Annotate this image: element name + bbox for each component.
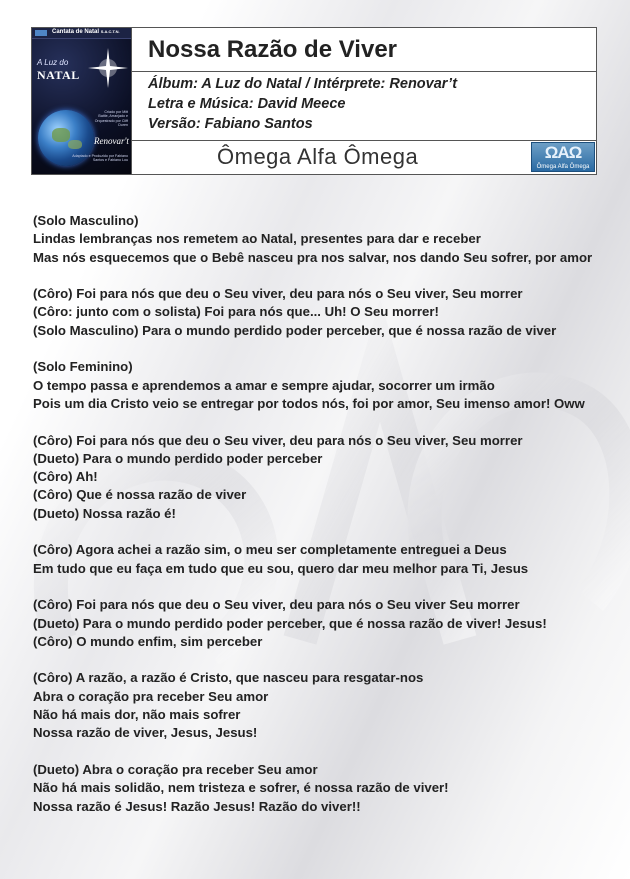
stanza-break [33,267,623,285]
lyric-line: (Côro) Foi para nós que deu o Seu viver, deu para nós o Seu viver, Seu morrer [33,286,523,302]
cover-credits-2: Adaptado e Produzido por Fabiano Santos e Fabiano Lou [72,154,128,163]
lyric-line: (Solo Masculino) [33,213,139,228]
lyric-line: (Côro) A razão, a razão é Cristo, que nasceu para resgatar-nos [33,670,424,686]
flag-icon [35,30,47,36]
cover-title-big: NATAL [37,68,80,82]
album-line: Álbum: A Luz do Natal / Intérprete: Renovar’t [148,76,458,92]
lyric-line: Não há mais solidão, nem tristeza e sofrer, é nossa razão de viver! [33,780,449,796]
lyric-line: (Dueto) Para o mundo perdido poder perceber [33,450,323,466]
cover-top-bar [32,28,131,39]
credits-line: Letra e Música: David Meece [148,96,346,112]
lyric-line: (Côro) Agora achei a razão sim, o meu ser completamente entreguei a Deus [33,542,507,558]
stanza-break [33,413,623,431]
cover-top-label: Cantata de Natal S.A.C.T.N. [52,29,120,35]
title-row [131,28,596,72]
lyric-line: (Solo Masculino) Para o mundo perdido poder perceber, que é nossa razão de viver [33,322,557,338]
stanza-break [33,340,623,358]
lyric-line: (Dueto) Abra o coração pra receber Seu amor [33,761,318,777]
lyric-line: Lindas lembranças nos remetem ao Natal, presentes para dar e receber [33,231,481,247]
lyric-line: Nossa razão é Jesus! Razão Jesus! Razão do viver!! [33,798,361,814]
cover-signature: Renovar't [94,136,129,146]
lyric-line: (Côro) Que é nossa razão de viver [33,487,247,503]
brand-name: Ômega Alfa Ômega [217,144,419,169]
stanza-break [33,743,623,761]
lyric-line: Não há mais dor, não mais sofrer [33,707,241,723]
lyric-line: (Côro) Ah! [33,469,98,485]
lyric-line: (Dueto) Nossa razão é! [33,505,176,521]
lyric-line: Abra o coração pra receber Seu amor [33,688,269,704]
stanza-break [33,523,623,541]
lyric-line: (Côro) Foi para nós que deu o Seu viver, deu para nós o Seu viver Seu morrer [33,597,520,613]
brand-logo-mark: ΩΑΩ [544,143,582,162]
lyric-line: Em tudo que eu faça em tudo que eu sou, quero dar meu melhor para Ti, Jesus [33,560,529,576]
song-title: Nossa Razão de Viver [148,36,398,63]
song-header [31,27,597,175]
lyric-line: O tempo passa e aprendemos a amar e sempre ajudar, socorrer um irmão [33,377,495,393]
brand-logo [531,142,595,172]
brand-logo-caption: Ômega Alfa Ômega [536,164,590,170]
lyric-line: (Côro) Foi para nós que deu o Seu viver, deu para nós o Seu viver, Seu morrer [33,432,523,448]
brand-row [131,140,596,174]
star-icon [88,48,128,88]
lyric-line: (Solo Feminino) [33,359,133,375]
lyric-line: (Côro) O mundo enfim, sim perceber [33,633,263,649]
lyric-line: (Côro: junto com o solista) Foi para nós que... Uh! O Seu morrer! [33,304,439,320]
lyric-line: (Dueto) Para o mundo perdido poder perceber, que é nossa razão de viver! Jesus! [33,615,547,631]
lyrics-body [33,212,623,816]
stanza-break [33,651,623,669]
lyric-line: Nossa razão de viver, Jesus, Jesus! [33,725,258,741]
album-cover [32,28,132,174]
version-line: Versão: Fabiano Santos [148,116,313,132]
lyric-line: Mas nós esquecemos que o Bebê nasceu pra nos salvar, nos dando Seu sofrer, por amor [33,249,593,265]
stanza-break [33,578,623,596]
song-info [131,71,596,141]
cover-title-small: A Luz do [37,58,69,67]
lyric-line: Pois um dia Cristo veio se entregar por todos nós, foi por amor, Seu imenso amor! Oww [33,395,585,411]
cover-credits: Criado por Mitt Battle, Arranjado e Orquestrado por Cliff Duren [94,110,128,128]
